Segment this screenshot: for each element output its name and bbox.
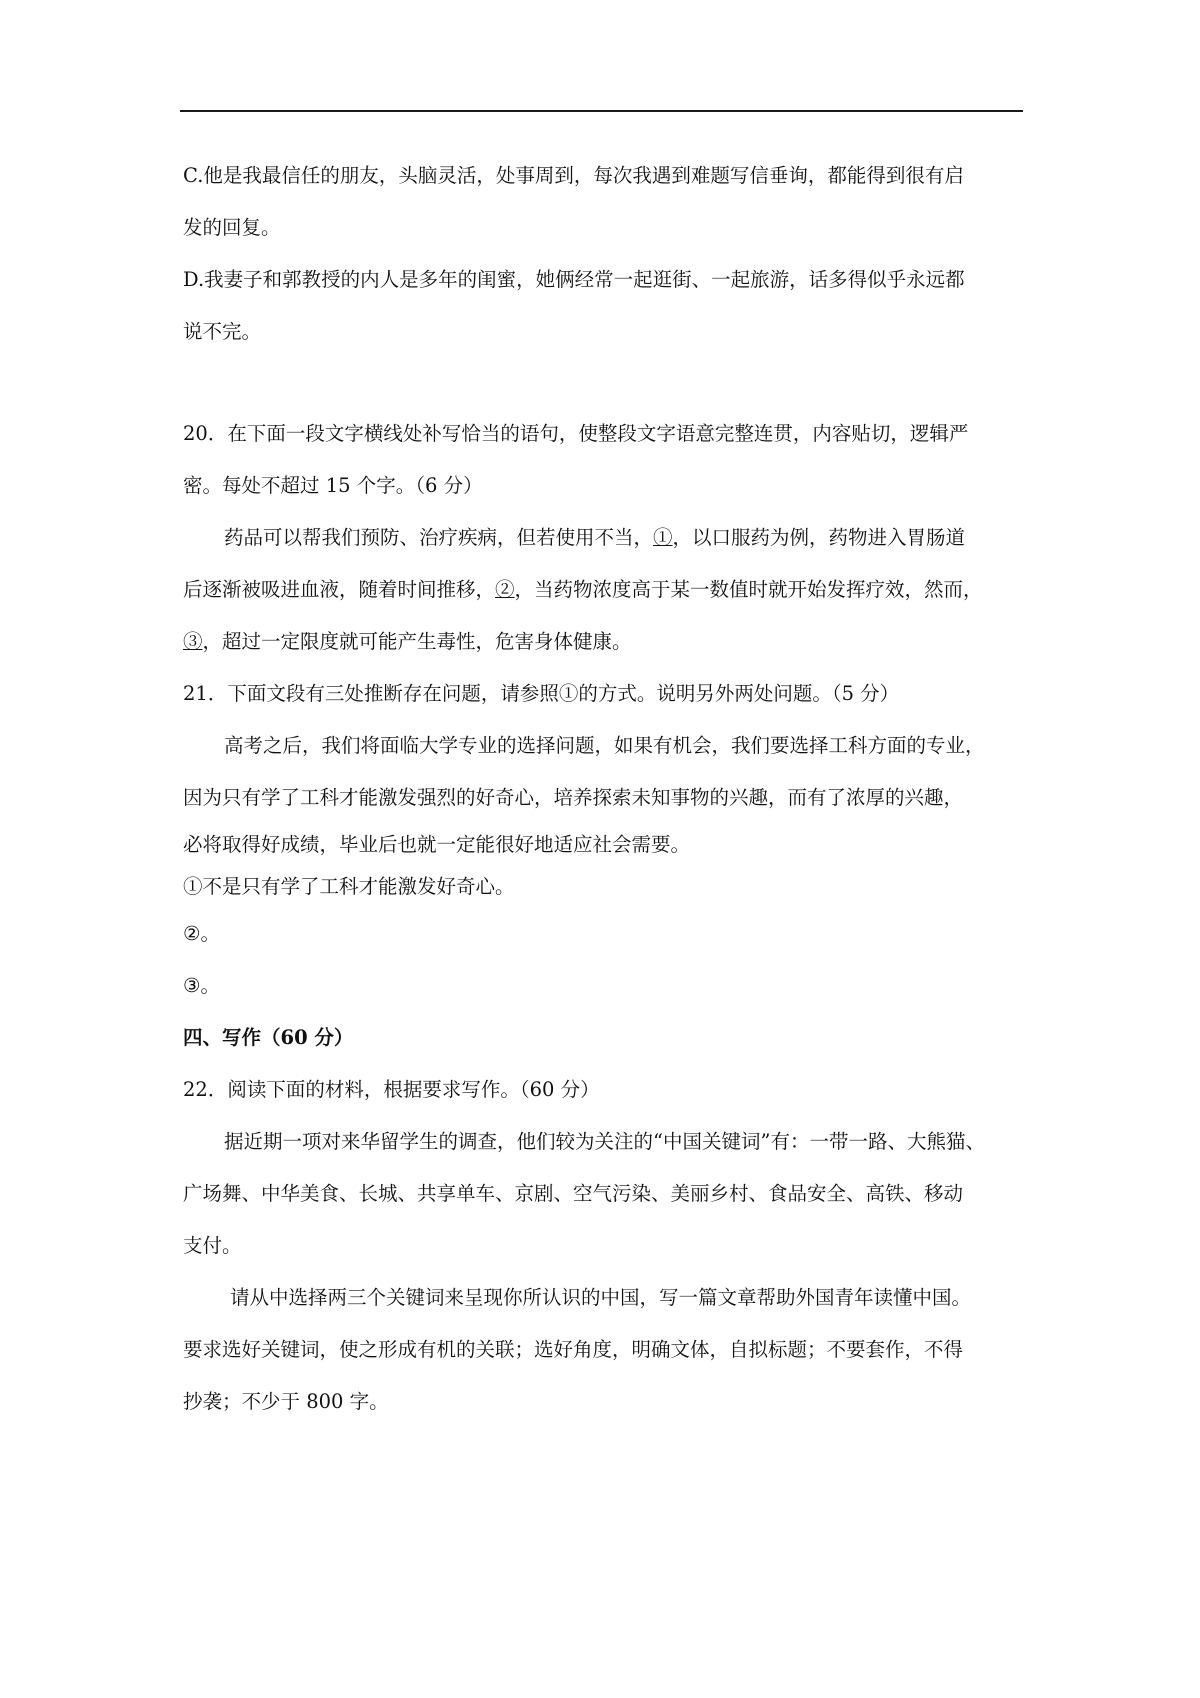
- q20-passage-line-2: [183, 564, 1025, 616]
- q20-text: ，当药物浓度高于某一数值时就开始发挥疗效，然而，: [514, 578, 983, 601]
- q20-passage-line-3: [183, 616, 1025, 668]
- section-4-heading: 四、写作（60 分）: [183, 1026, 354, 1049]
- header-rule: [180, 110, 1023, 112]
- blank-marker-3: ③: [183, 630, 203, 653]
- q22-requirement-line-1: 请从中选择两三个关键词来呈现你所认识的中国，写一篇文章帮助外国青年读懂中国。: [230, 1286, 972, 1309]
- q22-stem: 22．阅读下面的材料，根据要求写作。（60 分）: [183, 1078, 600, 1101]
- q21-answer-1: ①不是只有学了工科才能激发好奇心。: [183, 875, 515, 898]
- q20-text: 后逐渐被吸进血液，随着时间推移，: [183, 578, 496, 601]
- option-d-line-1: D.我妻子和郭教授的内人是多年的闺蜜，她俩经常一起逛街、一起旅游，话多得似乎永远都: [183, 268, 965, 291]
- q21-passage-line-2: 因为只有学了工科才能激发强烈的好奇心，培养探索未知事物的兴趣，而有了浓厚的兴趣，: [183, 786, 964, 809]
- q22-requirement-line-2: 要求选好关键词，使之形成有机的关联；选好角度，明确文体，自拟标题；不要套作，不得: [183, 1338, 964, 1361]
- blank-marker-1: ①: [653, 526, 673, 549]
- blank-marker-2: ②: [495, 578, 515, 601]
- q20-stem-line-1: 20．在下面一段文字横线处补写恰当的语句，使整段文字语意完整连贯，内容贴切，逻辑严: [183, 422, 969, 445]
- q20-text: ，超过一定限度就可能产生毒性，危害身体健康。: [202, 630, 632, 653]
- q21-stem: 21．下面文段有三处推断存在问题，请参照①的方式。说明另外两处问题。（5 分）: [183, 682, 900, 705]
- section-spacer: [183, 358, 1025, 408]
- q22-material-line-2: 广场舞、中华美食、长城、共享单车、京剧、空气污染、美丽乡村、食品安全、高铁、移动: [183, 1182, 964, 1205]
- q21-answer-3: ③。: [183, 974, 220, 997]
- q22-material-line-3: 支付。: [183, 1234, 242, 1257]
- q21-passage-line-1: 高考之后，我们将面临大学专业的选择问题，如果有机会，我们要选择工科方面的专业，: [224, 734, 985, 757]
- option-c-line-2: 发的回复。: [183, 216, 281, 239]
- q20-stem-line-2: 密。每处不超过 15 个字。（6 分）: [183, 474, 483, 497]
- option-d-line-2: 说不完。: [183, 320, 262, 343]
- q20-text: ，以口服药为例，药物进入胃肠道: [672, 526, 966, 549]
- q20-passage-line-1: [183, 512, 1025, 564]
- option-c-line-1: C.他是我最信任的朋友，头脑灵活，处事周到，每次我遇到难题写信垂询，都能得到很有启: [183, 164, 964, 187]
- q21-answer-2: ②。: [183, 922, 220, 945]
- q22-requirement-line-3: 抄袭；不少于 800 字。: [183, 1390, 389, 1413]
- page-content: [183, 150, 1025, 1428]
- q22-material-line-1: 据近期一项对来华留学生的调查，他们较为关注的“中国关键词”有：一带一路、大熊猫、: [224, 1130, 985, 1153]
- q20-text: 药品可以帮我们预防、治疗疾病，但若使用不当，: [224, 526, 654, 549]
- q21-passage-line-3: 必将取得好成绩，毕业后也就一定能很好地适应社会需要。: [183, 833, 691, 856]
